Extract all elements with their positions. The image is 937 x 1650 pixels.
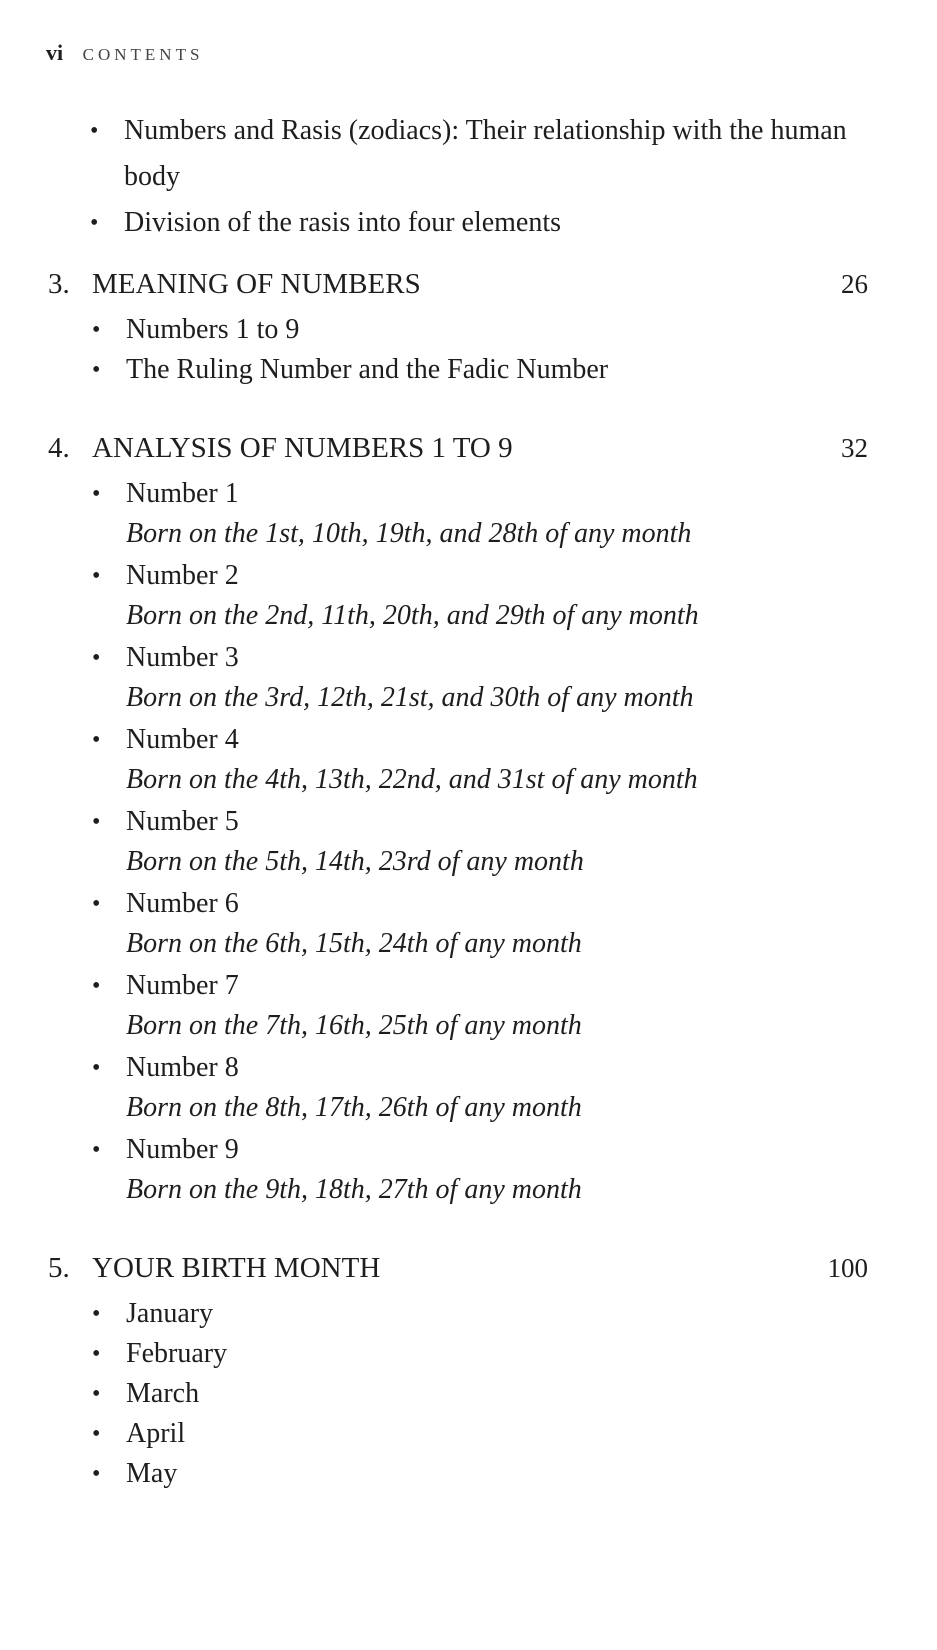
list-item	[92, 1334, 868, 1374]
list-item-text: January	[126, 1298, 214, 1329]
list-item	[92, 1294, 868, 1334]
section-heading[interactable]	[48, 1252, 868, 1294]
toc-section	[48, 268, 868, 390]
list-item-label: Number 6	[126, 888, 239, 919]
section-number: 5.	[48, 1252, 70, 1284]
list-item-label: Number 8	[126, 1052, 239, 1083]
list-item	[92, 350, 868, 390]
list-item-subtext: Born on the 5th, 14th, 23rd of any month	[126, 846, 584, 877]
page-number: vi	[46, 40, 64, 65]
list-item-text: April	[126, 1418, 186, 1449]
list-item-text: Division of the rasis into four elements	[124, 207, 562, 238]
list-item-label: Number 1	[126, 478, 239, 509]
list-item	[92, 966, 868, 1046]
list-item	[90, 108, 850, 200]
list-item-label: Number 4	[126, 724, 239, 755]
section-number: 3.	[48, 268, 70, 300]
list-item	[92, 1130, 868, 1210]
section-page-number: 32	[841, 433, 868, 463]
list-item	[92, 1454, 868, 1494]
list-item-subtext: Born on the 2nd, 11th, 20th, and 29th of any month	[126, 600, 699, 631]
list-item-label: Number 5	[126, 806, 239, 837]
list-item-subtext: Born on the 4th, 13th, 22nd, and 31st of any month	[126, 764, 698, 795]
list-item-subtext: Born on the 3rd, 12th, 21st, and 30th of any month	[126, 682, 694, 713]
list-item-subtext: Born on the 8th, 17th, 26th of any month	[126, 1092, 582, 1123]
list-item	[92, 556, 868, 636]
toc-section	[48, 432, 868, 1212]
section-title: YOUR BIRTH MONTH	[92, 1252, 381, 1284]
section-page-number: 26	[841, 269, 868, 299]
section-heading[interactable]	[48, 268, 868, 310]
toc-section	[48, 1252, 868, 1494]
list-item-text: Numbers 1 to 9	[126, 314, 300, 345]
list-item-text: The Ruling Number and the Fadic Number	[126, 354, 609, 385]
list-item	[92, 474, 868, 554]
section-number: 4.	[48, 432, 70, 464]
list-item-label: Number 9	[126, 1134, 239, 1165]
list-item-text: May	[126, 1458, 178, 1489]
list-item	[92, 638, 868, 718]
list-item	[92, 310, 868, 350]
list-item-text: March	[126, 1378, 200, 1409]
list-item-label: Number 3	[126, 642, 239, 673]
intro-list	[90, 108, 850, 246]
list-item-text: February	[126, 1338, 228, 1369]
running-title: CONTENTS	[82, 45, 204, 64]
list-item	[92, 1048, 868, 1128]
section-title: ANALYSIS OF NUMBERS 1 TO 9	[92, 432, 513, 464]
page-header	[46, 40, 203, 66]
list-item-subtext: Born on the 9th, 18th, 27th of any month	[126, 1174, 582, 1205]
section-title: MEANING OF NUMBERS	[92, 268, 421, 300]
list-item-subtext: Born on the 7th, 16th, 25th of any month	[126, 1010, 582, 1041]
list-item	[92, 1414, 868, 1454]
section-heading[interactable]	[48, 432, 868, 474]
list-item	[92, 1374, 868, 1414]
section-page-number: 100	[827, 1253, 868, 1283]
list-item-label: Number 7	[126, 970, 239, 1001]
list-item	[92, 884, 868, 964]
list-item-label: Number 2	[126, 560, 239, 591]
list-item	[92, 720, 868, 800]
list-item-text: Numbers and Rasis (zodiacs): Their relationship with the human body	[124, 115, 847, 192]
list-item	[90, 200, 850, 246]
list-item-subtext: Born on the 1st, 10th, 19th, and 28th of any month	[126, 518, 692, 549]
list-item-subtext: Born on the 6th, 15th, 24th of any month	[126, 928, 582, 959]
list-item	[92, 802, 868, 882]
